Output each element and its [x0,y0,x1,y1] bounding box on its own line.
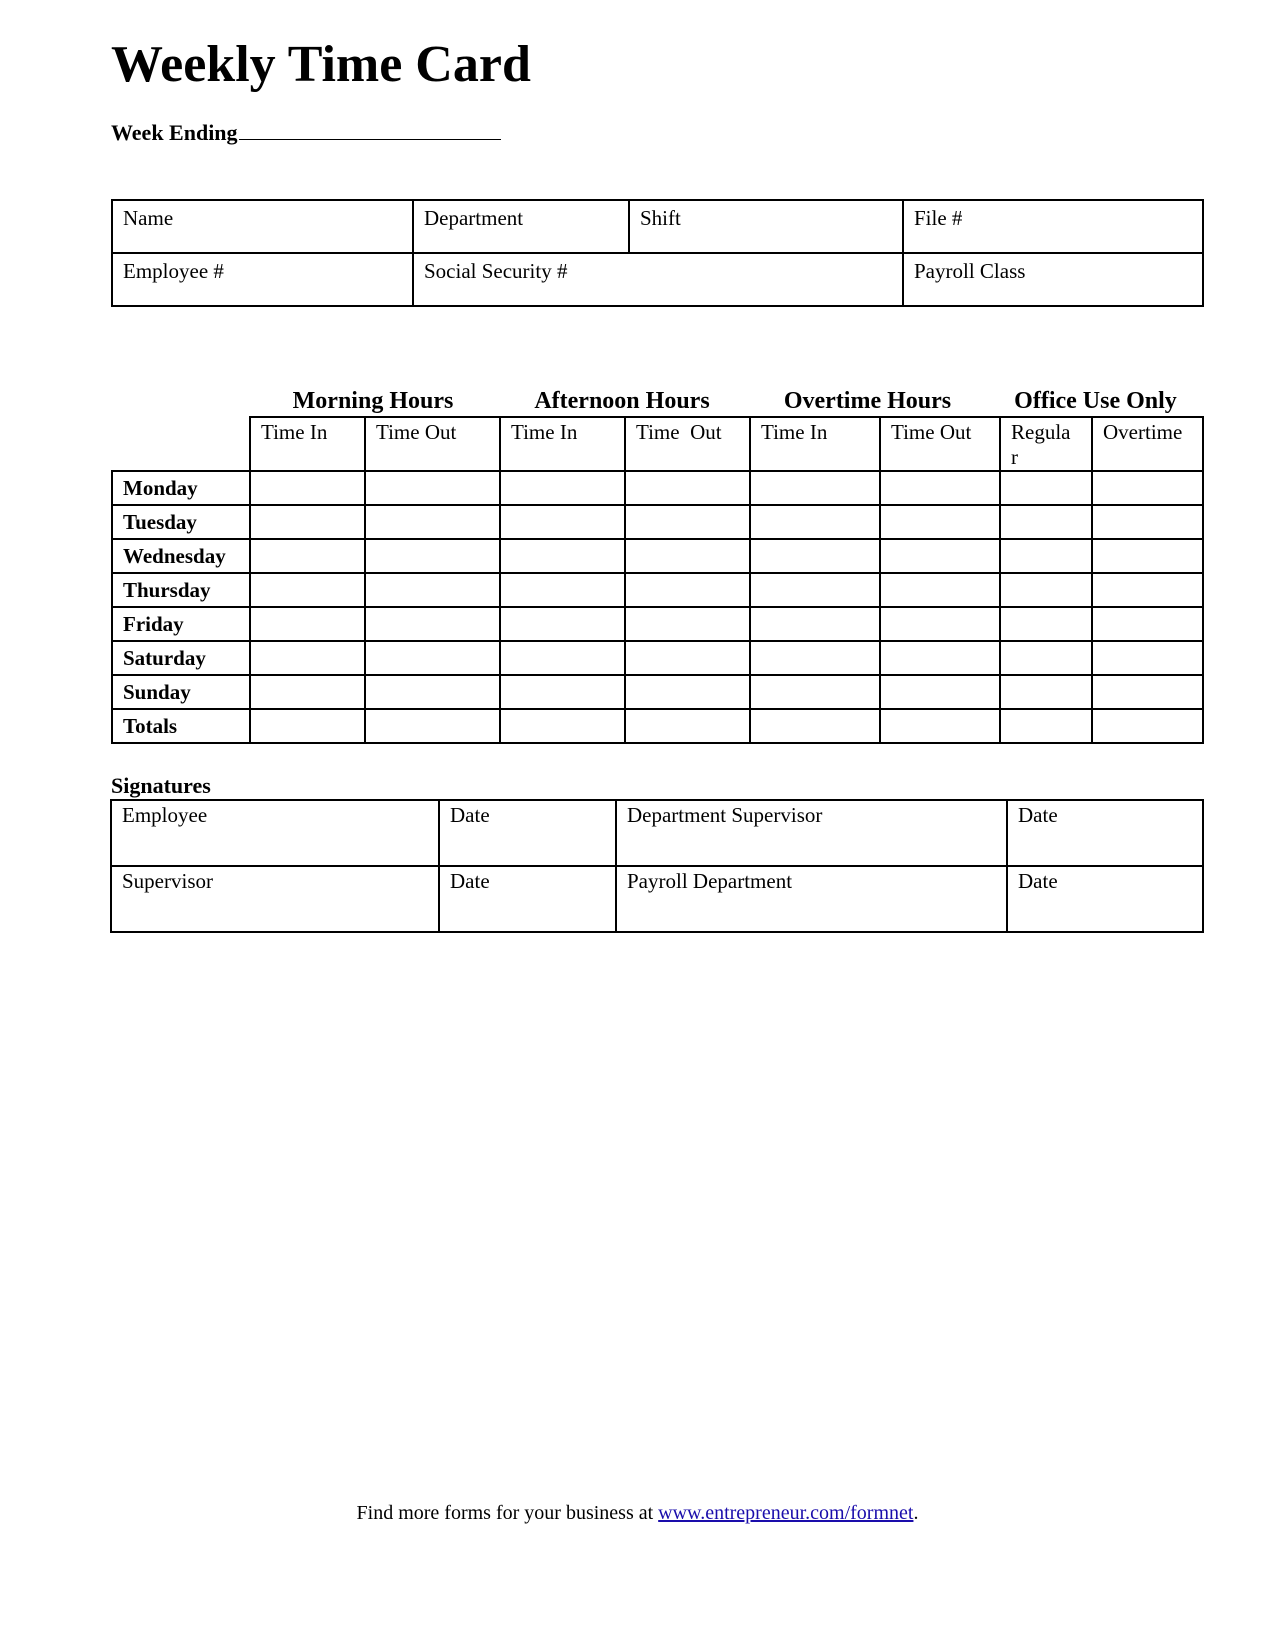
time-cell[interactable] [750,505,880,539]
signatures-table [110,799,1204,933]
time-cell[interactable] [880,539,1000,573]
day-label: Friday [112,607,250,641]
total-cell[interactable] [1092,709,1203,743]
total-cell[interactable] [500,709,625,743]
overtime-hours-heading: Overtime Hours [783,388,952,414]
total-cell[interactable] [750,709,880,743]
header-corner [112,417,250,471]
time-cell[interactable] [750,641,880,675]
time-cell[interactable] [500,505,625,539]
employee-number-cell[interactable] [112,253,413,306]
time-cell[interactable] [500,539,625,573]
shift-cell[interactable] [629,200,903,253]
date-label: Date [1018,803,1058,827]
time-cell[interactable] [1000,641,1092,675]
totals-label: Totals [112,709,250,743]
footer-link[interactable]: www.entrepreneur.com/formnet [658,1502,914,1524]
time-cell[interactable] [750,539,880,573]
time-cell[interactable] [500,471,625,505]
hours-header-row [112,417,1203,471]
morning-hours-heading: Morning Hours [292,388,454,414]
time-cell[interactable] [1000,573,1092,607]
column-header: Time Out [880,417,1000,471]
supervisor-signature-cell[interactable] [111,866,439,932]
time-cell[interactable] [250,539,365,573]
social-security-label: Social Security # [424,259,568,283]
total-cell[interactable] [625,709,750,743]
time-cell[interactable] [250,607,365,641]
day-label: Saturday [112,641,250,675]
shift-label: Shift [640,206,681,230]
time-cell[interactable] [625,607,750,641]
time-cell[interactable] [365,539,500,573]
supervisor-signature-label: Supervisor [122,869,213,893]
time-cell[interactable] [880,641,1000,675]
time-cell[interactable] [1000,471,1092,505]
payroll-department-date-cell[interactable] [1007,866,1203,932]
time-cell[interactable] [625,641,750,675]
department-supervisor-label: Department Supervisor [627,803,823,827]
week-ending-label: Week Ending [111,120,238,145]
footer-text: Find more forms for your business at [356,1502,659,1524]
total-cell[interactable] [365,709,500,743]
time-cell[interactable] [250,641,365,675]
totals-row [112,709,1203,743]
total-cell[interactable] [1000,709,1092,743]
table-row [112,573,1203,607]
week-ending-blank[interactable] [239,121,501,140]
time-cell[interactable] [365,607,500,641]
time-cell[interactable] [880,607,1000,641]
time-cell[interactable] [1092,641,1203,675]
department-supervisor-date-cell[interactable] [1007,800,1203,866]
time-cell[interactable] [365,641,500,675]
footer [0,1502,1275,1525]
payroll-class-cell[interactable] [903,253,1203,306]
time-cell[interactable] [500,607,625,641]
time-cell[interactable] [1092,539,1203,573]
table-row [112,505,1203,539]
date-label: Date [1018,869,1058,893]
table-row [112,675,1203,709]
column-header: Time Out [625,417,750,471]
column-header: Overtime [1092,417,1203,471]
time-cell[interactable] [880,573,1000,607]
column-header: Regula r [1000,417,1092,471]
time-cell[interactable] [750,675,880,709]
time-cell[interactable] [750,573,880,607]
week-ending-field [111,120,501,146]
time-cell[interactable] [365,675,500,709]
employee-date-cell[interactable] [439,800,616,866]
day-label: Thursday [112,573,250,607]
name-cell[interactable] [112,200,413,253]
time-cell[interactable] [365,505,500,539]
office-use-only-heading: Office Use Only [1014,388,1177,414]
day-label: Monday [112,471,250,505]
employee-signature-label: Employee [122,803,208,827]
table-row [112,539,1203,573]
employee-number-label: Employee # [123,259,224,283]
table-row [112,471,1203,505]
time-cell[interactable] [880,471,1000,505]
time-cell[interactable] [625,505,750,539]
footer-period: . [913,1502,919,1524]
time-cell[interactable] [1000,675,1092,709]
payroll-department-label: Payroll Department [627,869,793,893]
day-label: Tuesday [112,505,250,539]
file-cell[interactable] [903,200,1203,253]
time-cell[interactable] [250,573,365,607]
time-cell[interactable] [1092,675,1203,709]
table-row [112,641,1203,675]
afternoon-hours-heading: Afternoon Hours [534,388,710,414]
total-cell[interactable] [250,709,365,743]
date-label: Date [450,869,490,893]
payroll-department-signature-cell[interactable] [616,866,1007,932]
time-cell[interactable] [1000,505,1092,539]
column-header: Time Out [365,417,500,471]
signatures-heading: Signatures [111,773,211,798]
date-label: Date [450,803,490,827]
time-cell[interactable] [1092,505,1203,539]
time-cell[interactable] [880,505,1000,539]
department-label: Department [424,206,524,230]
time-cell[interactable] [250,471,365,505]
employee-signature-cell[interactable] [111,800,439,866]
department-supervisor-signature-cell[interactable] [616,800,1007,866]
payroll-class-label: Payroll Class [914,259,1026,283]
employee-info-table [111,199,1204,307]
time-cell[interactable] [625,675,750,709]
time-cell[interactable] [500,675,625,709]
time-cell[interactable] [365,573,500,607]
department-cell[interactable] [413,200,629,253]
file-label: File # [914,206,963,230]
time-cell[interactable] [625,539,750,573]
time-cell[interactable] [250,675,365,709]
hours-table [111,416,1204,744]
time-cell[interactable] [500,573,625,607]
time-cell[interactable] [625,471,750,505]
time-cell[interactable] [750,607,880,641]
column-header: Time In [250,417,365,471]
name-label: Name [123,206,174,230]
total-cell[interactable] [880,709,1000,743]
time-cell[interactable] [365,471,500,505]
time-cell[interactable] [1000,539,1092,573]
page-title: Weekly Time Card [111,36,531,93]
time-cell[interactable] [750,471,880,505]
day-label: Wednesday [112,539,250,573]
time-cell[interactable] [1000,607,1092,641]
time-cell[interactable] [1092,607,1203,641]
day-label: Sunday [112,675,250,709]
time-cell[interactable] [500,641,625,675]
social-security-cell[interactable] [413,253,903,306]
column-header: Time In [500,417,625,471]
table-row [112,607,1203,641]
time-cell[interactable] [1092,573,1203,607]
supervisor-date-cell[interactable] [439,866,616,932]
time-cell[interactable] [625,573,750,607]
time-cell[interactable] [1092,471,1203,505]
column-header: Time In [750,417,880,471]
time-cell[interactable] [250,505,365,539]
time-cell[interactable] [880,675,1000,709]
